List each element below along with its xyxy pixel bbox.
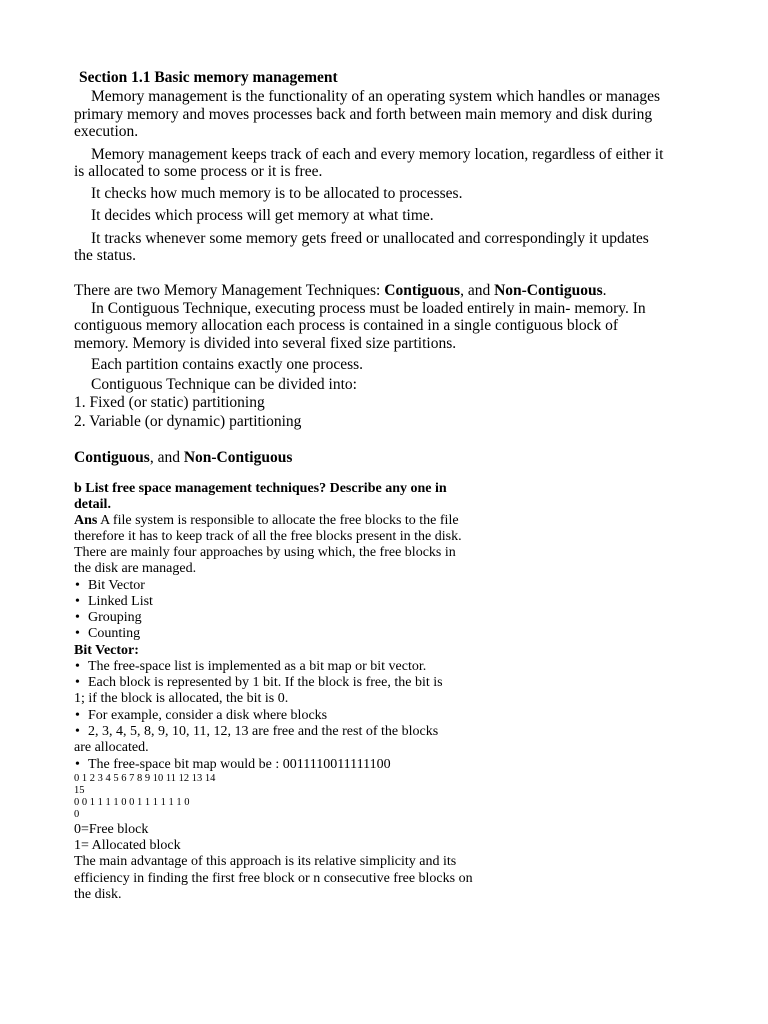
list-item: 2. Variable (or dynamic) partitioning (74, 413, 302, 430)
body-text-line: the status. (74, 247, 136, 264)
body-text-line: memory. Memory is divided into several fixed size partitions. (74, 335, 457, 352)
bullet-icon: • (75, 626, 80, 641)
bit-index-line: 0 1 2 3 4 5 6 7 8 9 10 11 12 13 14 (74, 773, 216, 784)
body-text-line: is allocated to some process or it is free. (74, 163, 323, 180)
list-item: For example, consider a disk where blocks (88, 708, 328, 723)
bit-index-line: 15 (74, 785, 85, 796)
body-text-line: The main advantage of this approach is its relative simplicity and its (74, 854, 457, 869)
techniques-line (74, 282, 606, 299)
answer-text: A file system is responsible to allocate the free blocks to the file (97, 513, 459, 528)
period-text: . (602, 282, 607, 299)
list-item: Linked List (88, 594, 153, 609)
bullet-icon: • (75, 724, 80, 739)
body-text-line: Memory management keeps track of each and every memory location, regardless of either it (91, 146, 664, 163)
contiguous-term: Contiguous (384, 282, 461, 299)
ans-label: Ans (74, 513, 98, 528)
contiguous-term: Contiguous (74, 449, 150, 466)
bit-value-line: 0 0 1 1 1 1 0 0 1 1 1 1 1 1 0 (74, 797, 190, 808)
list-item: Each block is represented by 1 bit. If the block is free, the bit is (88, 675, 443, 690)
body-text-line: It tracks whenever some memory gets freed or unallocated and correspondingly it updates (91, 230, 649, 247)
question-heading: detail. (74, 497, 111, 512)
body-text-line: efficiency in finding the first free block or n consecutive free blocks on (74, 871, 473, 886)
body-text-line: It checks how much memory is to be allocated to processes. (91, 185, 463, 202)
body-text-line: the disk. (74, 887, 122, 902)
section-heading: Section 1.1 Basic memory management (79, 69, 338, 86)
list-item: Grouping (88, 610, 142, 625)
bullet-icon: • (75, 659, 80, 674)
body-text-line: contiguous memory allocation each process is contained in a single contiguous block of (74, 317, 619, 334)
noncontiguous-term: Non-Contiguous (494, 282, 603, 299)
body-text-line: Memory management is the functionality of an operating system which handles or manages (91, 88, 661, 105)
body-text-line: therefore it has to keep track of all the free blocks present in the disk. (74, 529, 462, 544)
legend-line: 1= Allocated block (74, 838, 181, 853)
techniques-prefix: There are two Memory Management Techniques: (74, 282, 385, 299)
bold-heading-line (74, 449, 292, 466)
list-item: 2, 3, 4, 5, 8, 9, 10, 11, 12, 13 are free and the rest of the blocks (88, 724, 439, 739)
bullet-icon: • (75, 675, 80, 690)
bullet-icon: • (75, 708, 80, 723)
list-item: Bit Vector (88, 578, 145, 593)
list-item: The free-space list is implemented as a bit map or bit vector. (88, 659, 427, 674)
list-item: The free-space bit map would be : 0011110011111100 (88, 757, 391, 772)
body-text-line: the disk are managed. (74, 561, 197, 576)
body-text-line: execution. (74, 123, 139, 140)
bullet-icon: • (75, 594, 80, 609)
body-text-line: are allocated. (74, 740, 149, 755)
answer-line (74, 513, 459, 529)
bit-value-line: 0 (74, 809, 80, 820)
body-text-line: Each partition contains exactly one process. (91, 356, 364, 373)
question-heading: b List free space management techniques? Describe any one in (74, 481, 447, 496)
body-text-line: Contiguous Technique can be divided into: (91, 376, 357, 393)
list-item: Counting (88, 626, 141, 641)
list-item: 1. Fixed (or static) partitioning (74, 394, 265, 411)
body-text-line: 1; if the block is allocated, the bit is 0. (74, 691, 289, 706)
body-text-line: It decides which process will get memory at what time. (91, 207, 434, 224)
bullet-icon: • (75, 578, 80, 593)
body-text-line: In Contiguous Technique, executing process must be loaded entirely in main- memory. In (91, 300, 646, 317)
bullet-icon: • (75, 610, 80, 625)
legend-line: 0=Free block (74, 822, 149, 837)
body-text-line: primary memory and moves processes back and forth between main memory and disk during (74, 106, 653, 123)
noncontiguous-term: Non-Contiguous (183, 449, 293, 466)
bullet-icon: • (75, 757, 80, 772)
and-text: , and (149, 449, 184, 466)
bitvector-heading: Bit Vector: (74, 643, 139, 658)
body-text-line: There are mainly four approaches by using which, the free blocks in (74, 545, 456, 560)
and-text: , and (460, 282, 495, 299)
